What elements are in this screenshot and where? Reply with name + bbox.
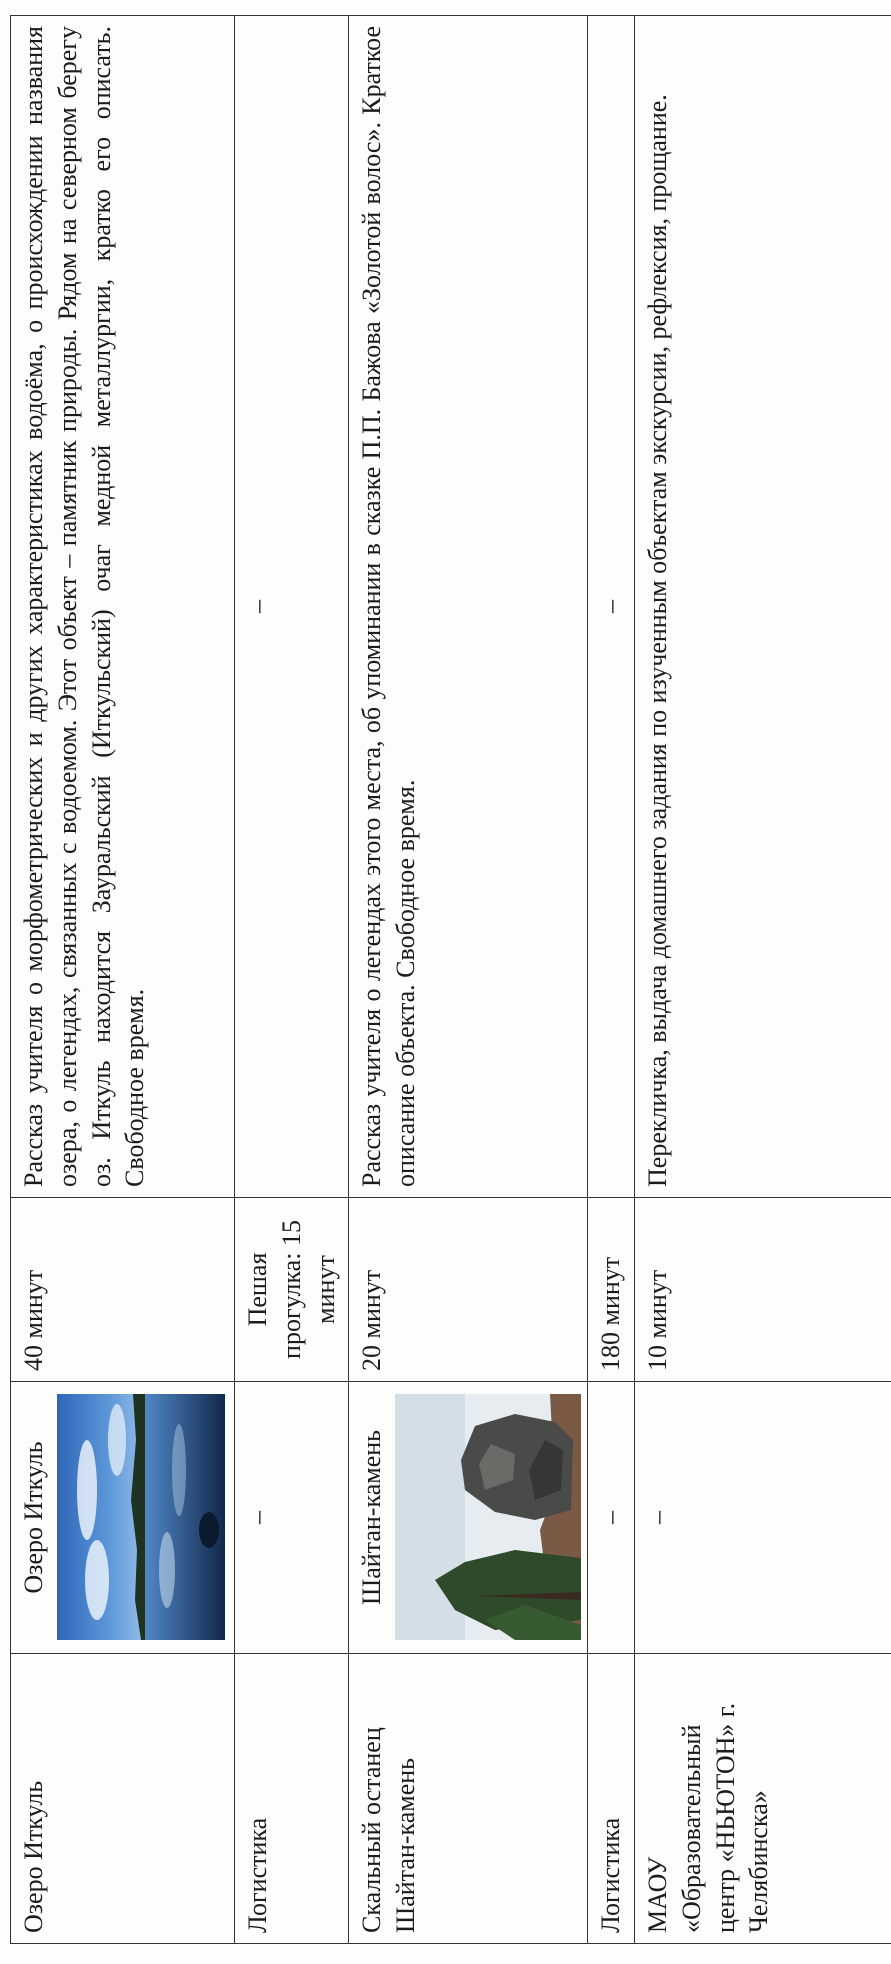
table-row bbox=[588, 16, 635, 1944]
description-cell: – bbox=[588, 16, 635, 1198]
route-point-name: Логистика bbox=[235, 1654, 349, 1944]
route-point-name: МАОУ «Образовательный центр «НЬЮТОН» г. Челябинска» bbox=[634, 1654, 891, 1944]
table-row bbox=[235, 16, 349, 1944]
duration-cell: 10 минут bbox=[634, 1198, 891, 1382]
object-title: Шайтан-камень bbox=[357, 1429, 387, 1606]
route-point-name: Скальный останец Шайтан-камень bbox=[349, 1654, 588, 1944]
description-cell: Рассказ учителя о легендах этого места, об упоминании в сказке П.П. Бажова «Золотой волос». Краткое описание объекта. Свободное время. bbox=[349, 16, 588, 1198]
route-point-name: Озеро Иткуль bbox=[11, 1654, 235, 1944]
object-cell: – bbox=[235, 1382, 349, 1654]
object-cell: – bbox=[588, 1382, 635, 1654]
shaitan-kamen-photo bbox=[395, 1395, 581, 1641]
duration-cell: 20 минут bbox=[349, 1198, 588, 1382]
lake-itkul-photo bbox=[57, 1395, 225, 1641]
object-cell bbox=[349, 1382, 588, 1654]
route-point-name: Логистика bbox=[588, 1654, 635, 1944]
duration-cell: Пешая прогулка: 15 минут bbox=[235, 1198, 349, 1382]
object-title: Озеро Иткуль bbox=[19, 1441, 48, 1594]
object-cell bbox=[11, 1382, 235, 1654]
excursion-route-table bbox=[10, 15, 891, 1944]
description-cell: – bbox=[235, 16, 349, 1198]
description-cell: Рассказ учителя о морфометрических и других характеристиках водоёма, о происхождении названия озера, о легендах, связанных с водоемом. Этот объект – памятник природы. Рядом на северном берегу оз. Иткуль находится Зауральский (Иткульский) очаг медной металлургии, кратко его описать. Свободное время. bbox=[11, 16, 235, 1198]
description-cell: Перекличка, выдача домашнего задания по изученным объектам экскурсии, рефлексия, прощание. bbox=[634, 16, 891, 1198]
table-row bbox=[634, 16, 891, 1944]
duration-cell: 180 минут bbox=[588, 1198, 635, 1382]
table-row bbox=[11, 16, 235, 1944]
object-cell: – bbox=[634, 1382, 891, 1654]
duration-cell: 40 минут bbox=[11, 1198, 235, 1382]
table-row bbox=[349, 16, 588, 1944]
